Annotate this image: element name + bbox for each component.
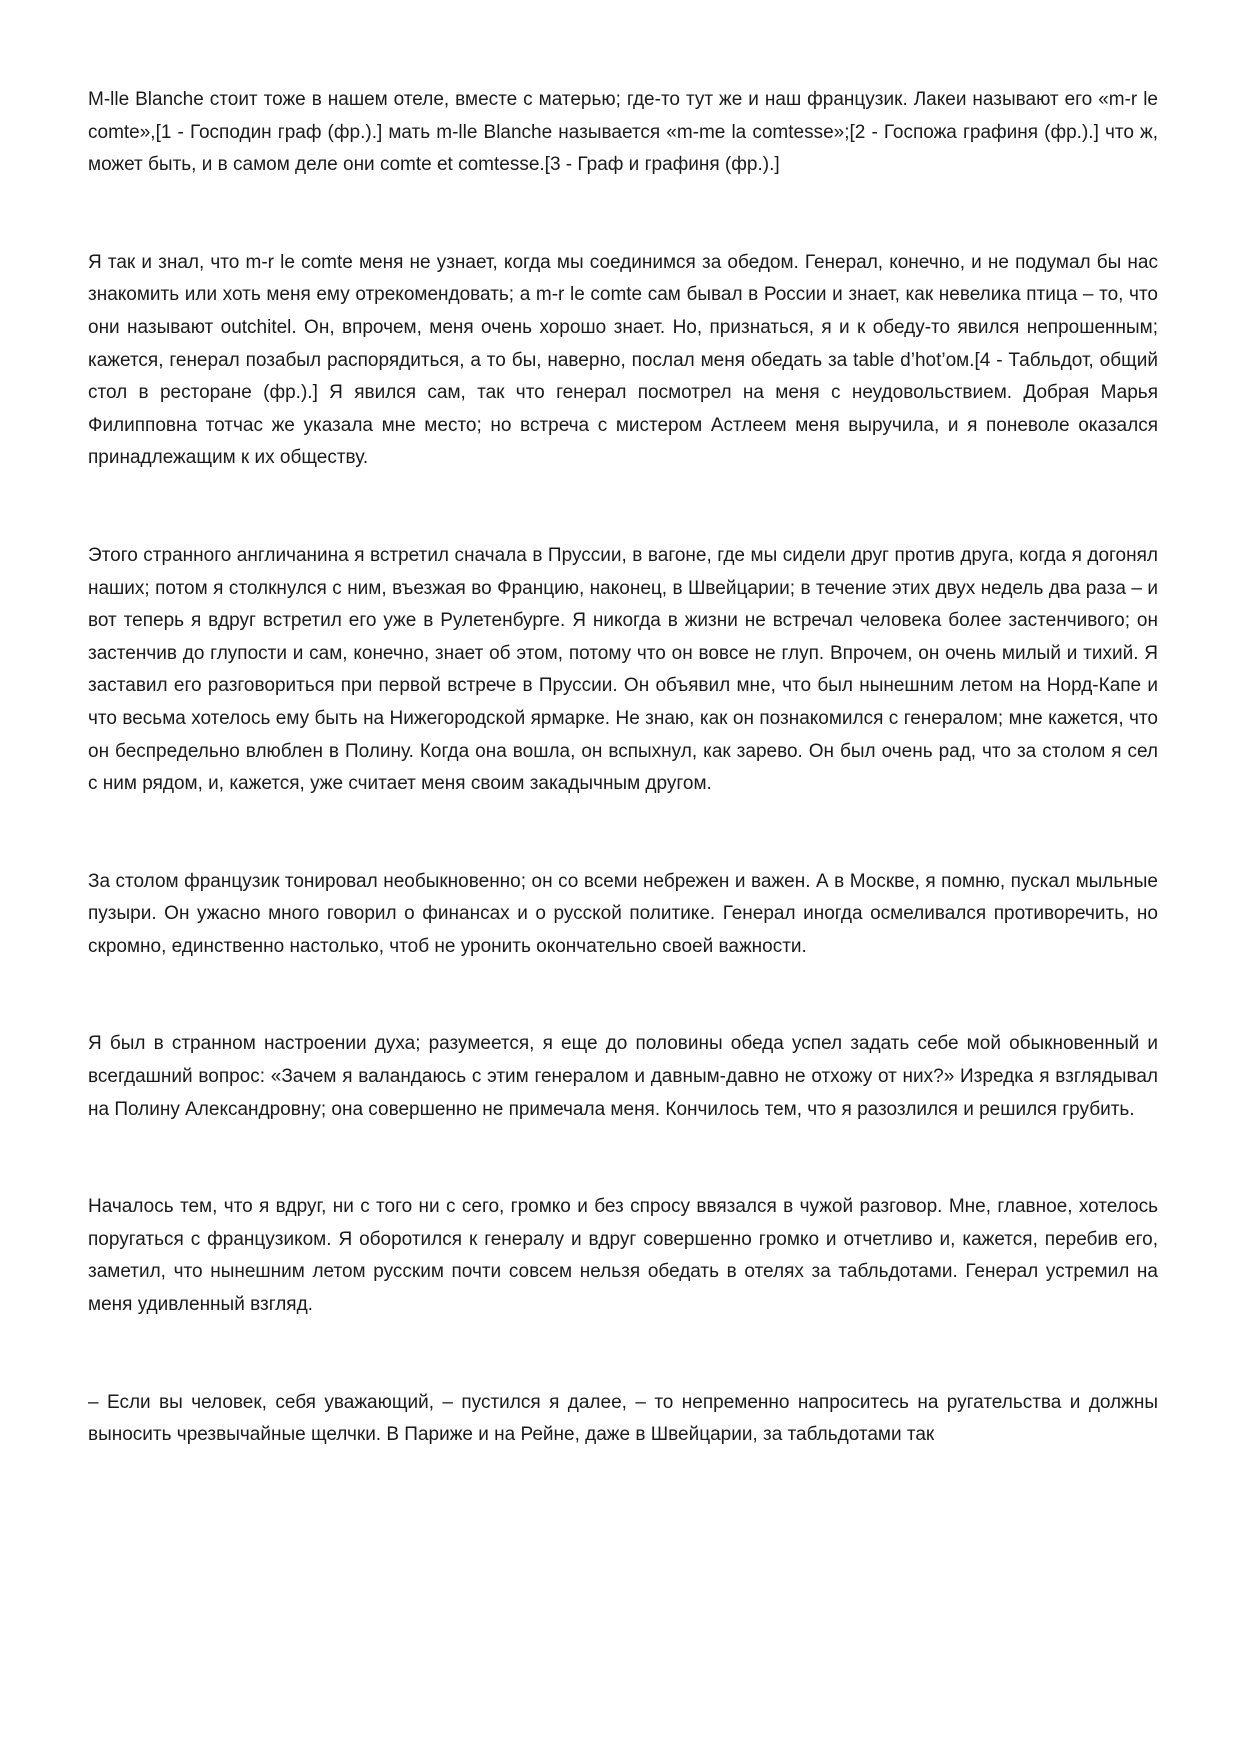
paragraph-7: – Если вы человек, себя уважающий, – пустился я далее, – то непременно напроситесь на ругательства и должны выносить чрезвычайные щелчки. В Париже и на Рейне, даже в Швейцарии, за табльдотами так — [88, 1391, 1158, 1446]
paragraph-4: За столом французик тонировал необыкновенно; он со всеми небрежен и важен. А в Москве, я помню, пускал мыльные пузыри. Он ужасно много говорил о финансах и о русской политике. Генерал иногда осмеливался противоречить, но скромно, единственно настолько, чтоб не уронить окончательно своей важности. — [88, 870, 1158, 957]
document-page — [88, 84, 1158, 1452]
paragraph-5: Я был в странном настроении духа; разумеется, я еще до половины обеда успел задать себе мой обыкновенный и всегдашний вопрос: «Зачем я валандаюсь с этим генералом и давным-давно не отхожу от них?» Изредка я взглядывал на Полину Александровну; она совершенно не примечала меня. Кончилось тем, что я разозлился и решился грубить. — [88, 1033, 1158, 1120]
paragraph-3: Этого странного англичанина я встретил сначала в Пруссии, в вагоне, где мы сидели друг против друга, когда я догонял наших; потом я столкнулся с ним, въезжая во Францию, наконец, в Швейцарии; в течение этих двух недель два раза – и вот теперь я вдруг встретил его уже в Рулетенбурге. Я никогда в жизни не встречал человека более застенчивого; он застенчив до глупости и сам, конечно, знает об этом, потому что он вовсе не глуп. Впрочем, он очень милый и тихий. Я заставил его разговориться при первой встрече в Пруссии. Он объявил мне, что был нынешним летом на Норд-Капе и что весьма хотелось ему быть на Нижегородской ярмарке. Не знаю, как он познакомился с генералом; мне кажется, что он беспредельно влюблен в Полину. Когда она вошла, он вспыхнул, как зарево. Он был очень рад, что за столом я сел с ним рядом, и, кажется, уже считает меня своим закадычным другом. — [88, 544, 1158, 795]
paragraph-6: Началось тем, что я вдруг, ни с того ни с сего, громко и без спросу ввязался в чужой разговор. Мне, главное, хотелось поругаться с французиком. Я оборотился к генералу и вдруг совершенно громко и отчетливо и, кажется, перебив его, заметил, что нынешним летом русским почти совсем нельзя обедать в отелях за табльдотами. Генерал устремил на меня удивленный взгляд. — [88, 1196, 1158, 1316]
paragraph-1: M-lle Blanche стоит тоже в нашем отеле, вместе с матерью; где-то тут же и наш французик. Лакеи называют его «m-r le comte»,[1 - Господин граф (фр.).] мать m-lle Blanche называется «m-me la comtesse»;[2 - Госпожа графиня (фр.).] что ж, может быть, и в самом деле они comte et comtesse.[3 - Граф и графиня (фр.).] — [88, 89, 1158, 176]
paragraph-2: Я так и знал, что m-r le comte меня не узнает, когда мы соединимся за обедом. Генерал, конечно, и не подумал бы нас знакомить или хоть меня ему отрекомендовать; а m-r le comte сам бывал в России и знает, как невелика птица – то, что они называют outchitel. Он, впрочем, меня очень хорошо знает. Но, признаться, я и к обеду-то явился непрошенным; кажется, генерал позабыл распорядиться, а то бы, наверно, послал меня обедать за table d’hot’ом.[4 - Табльдот, общий стол в ресторане (фр.).] Я явился сам, так что генерал посмотрел на меня с неудовольствием. Добрая Марья Филипповна тотчас же указала мне место; но встреча с мистером Астлеем меня выручила, и я поневоле оказался принадлежащим к их обществу. — [88, 251, 1158, 469]
